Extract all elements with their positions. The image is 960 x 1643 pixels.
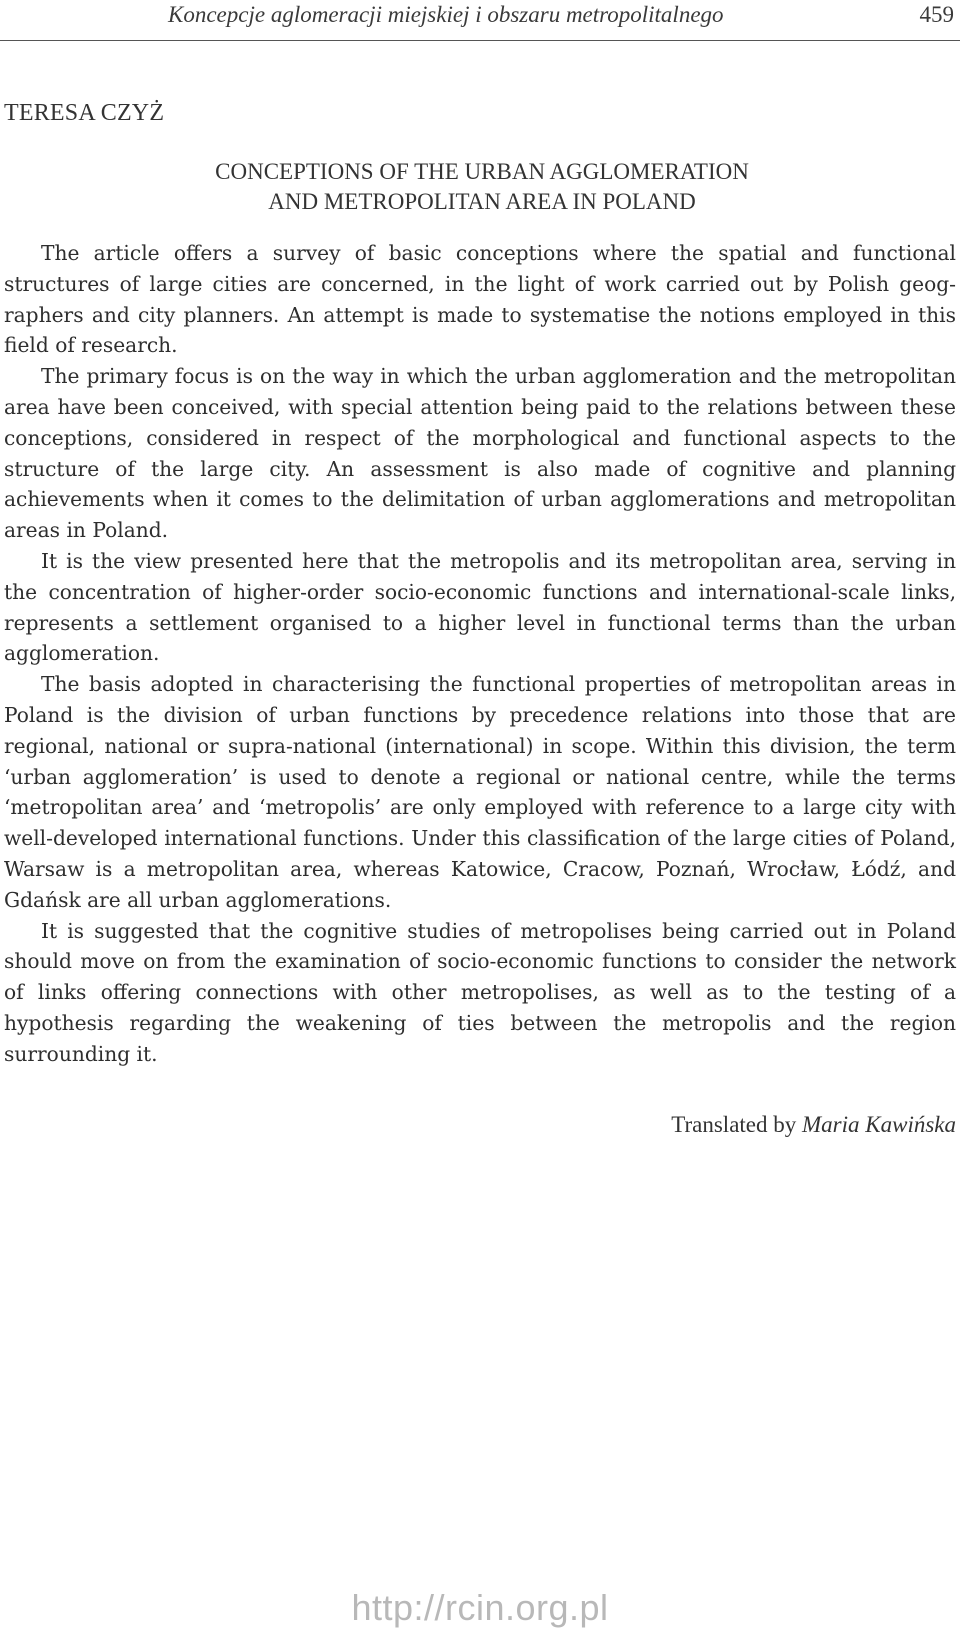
abstract-paragraph: The article offers a survey of basic conceptions where the spatial and functional structures of large cities are concerned, in the light of work carried out by Polish geographers and city planners. An attempt is made to systematise the notions employed in this field of research. — [4, 241, 956, 358]
article-title-line: AND METROPOLITAN AREA IN POLAND — [268, 189, 696, 214]
translator-credit — [671, 1112, 956, 1138]
article-title-line: CONCEPTIONS OF THE URBAN AGGLOMERATION — [215, 159, 749, 184]
abstract-body — [4, 238, 956, 1070]
abstract-paragraph: The primary focus is on the way in which the urban agglomeration and the metropolitan area have been conceived, with special attention being paid to the relations between these conceptions, considered in respect of the morphological and functional aspects to the structure of the large city. An assessment is also made of cognitive and planning achievements when it comes to the delimitation of urban agglomerations and metropolitan areas in Poland. — [4, 364, 956, 543]
translator-prefix: Translated by — [671, 1112, 797, 1137]
article-title — [4, 157, 960, 217]
running-title: Koncepcje aglomeracji miejskiej i obszaru metropolitalnego — [168, 2, 724, 27]
translator-name: Maria Kawińska — [802, 1112, 956, 1137]
source-watermark: http://rcin.org.pl — [351, 1587, 609, 1628]
abstract-paragraph: It is the view presented here that the metropolis and its metropolitan area, serving in the concentration of higher-order socio-economic functions and international-scale links, represents a settlement organised to a higher level in functional terms than the urban agglomeration. — [4, 548, 956, 666]
running-header — [0, 0, 960, 41]
abstract-paragraph: It is suggested that the cognitive studies of metropolises being carried out in Poland should move on from the examination of socio-economic functions to consider the network of links offering connections with other metropolises, as well as to the testing of a hypothesis regarding the weakening of ties between the metropolis and the region surrounding it. — [4, 918, 956, 1066]
author-name: TERESA CZYŻ — [4, 100, 165, 126]
page-number: 459 — [919, 2, 954, 27]
abstract-paragraph: The basis adopted in characterising the functional properties of metropolitan areas in Poland is the division of urban functions by precedence relations into those that are regional, national or supra-national (international) in scope. Within this division, the term ‘urban agglomeration’ is used to denote a regional or national centre, while the terms ‘metropolitan area’ and ‘metropolis’ are only employed with reference to a large city with well-developed international functions. Under this classification of the large cities of Poland, Warsaw is a metropolitan area, whereas Katowice, Cracow, Poznań, Wrocław, Łódź, and Gdańsk are all urban agglomerations. — [4, 672, 956, 912]
